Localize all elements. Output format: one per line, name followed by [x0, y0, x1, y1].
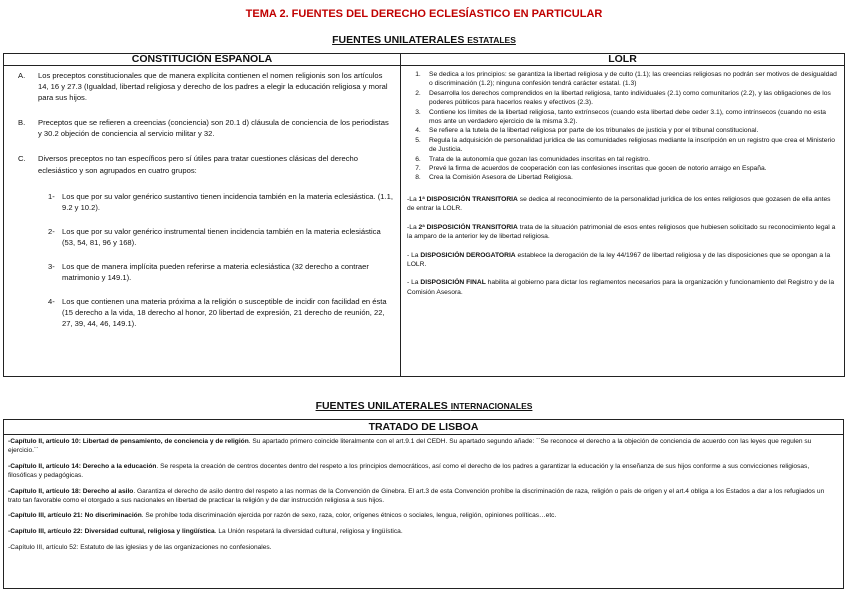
- para-post: se dedica al reconocimiento de la personalidad jurídica de los entes religiosos que gozasen de ella antes de entrar la LOLR.: [407, 195, 831, 213]
- section-heading-small: ESTATALES: [467, 35, 516, 45]
- lisboa-table: [3, 419, 844, 589]
- item-text: Se refiere a la tutela de la libertad religiosa por parte de los tribunales de justicia y por el tribunal constitucional.: [429, 127, 759, 135]
- para-bold: DISPOSICIÓN FINAL: [420, 279, 486, 287]
- para-pre: -La: [407, 195, 419, 203]
- ce-header: CONSTITUCIÓN ESPAÑOLA: [4, 54, 401, 66]
- lolr-disposicion: [407, 223, 838, 242]
- article-text: -Capítulo III, artículo 52: Estatuto de las iglesias y de las organizaciones no confesionales.: [8, 544, 272, 552]
- lisboa-content: [4, 435, 844, 589]
- section-heading-main: FUENTES UNILATERALES: [332, 34, 468, 46]
- ce-group: [48, 261, 394, 283]
- article-title: -Capítulo III, artículo 21: No discriminación: [8, 512, 142, 520]
- para-bold: DISPOSICIÓN DEROGATORIA: [420, 251, 516, 259]
- lisboa-article: [8, 512, 839, 521]
- lolr-item: [407, 164, 838, 173]
- para-post: establece la derogación de la ley 44/1967 de libertad religiosa y de las disposiciones que se opongan a la LOLR.: [407, 251, 831, 268]
- group-text: Los que contienen una materia próxima a la religión o susceptible de incidir con facilidad en ésta (15 derecho a la vida, 18 derecho al honor, 20 libertad de expresión, 21 derecho de reunión, 22, 27, 39, 44, 46, 149.1).: [62, 297, 387, 329]
- ce-content: [4, 66, 401, 377]
- estatales-table: [3, 53, 845, 377]
- item-text: Crea la Comisión Asesora de Libertad Religiosa.: [429, 174, 573, 182]
- item-text: Los preceptos constitucionales que de manera explícita contienen el nomen religionis son los artículos 14, 16 y 27.3 (Igualdad, libertad religiosa y derecho de los padres a elegir la educación religiosa y moral para sus hijos.: [38, 71, 388, 103]
- section-heading-main: FUENTES UNILATERALES: [315, 400, 451, 412]
- ce-item-a: [10, 70, 394, 103]
- group-text: Los que por su valor genérico instrumental tienen incidencia también en la materia eclesiástica (53, 54, 81, 96 y 168).: [62, 226, 381, 247]
- lolr-item: [407, 136, 838, 155]
- article-title: -Capítulo II, artículo 18: Derecho al asilo: [8, 487, 134, 495]
- para-post: habilita al gobierno para dictar los reglamentos necesarios para la organización y funcionamiento del Registro y de la Comisión Asesora.: [407, 279, 835, 296]
- group-text: Los que de manera implícita pueden referirse a materia eclesiástica (32 derecho a contraer matrimonio y 149.1).: [62, 262, 369, 283]
- lolr-disposicion: [407, 195, 838, 214]
- ce-group: [48, 191, 394, 213]
- lolr-item: [407, 108, 838, 127]
- item-letter: A.: [18, 71, 26, 80]
- item-text: Preceptos que se refieren a creencias (conciencia) son 20.1 d) cláusula de conciencia de los periodistas y 30.2 objeción de conciencia al servicio militar y 32.: [38, 118, 389, 139]
- item-number: 1.: [415, 71, 421, 78]
- ce-group: [48, 226, 394, 248]
- para-pre: - La: [407, 279, 421, 287]
- group-number: 3-: [48, 262, 55, 272]
- lolr-item: [407, 126, 838, 135]
- article-title: -Capítulo III, artículo 22: Diversidad cultural, religiosa y lingüística: [8, 528, 215, 536]
- article-text: . Garantiza el derecho de asilo dentro del respeto a las normas de la Convención de Ginebra. El art.3 de esta Convención prohíbe la discriminación de raza, religión o país de origen y el art.4 obliga a los Estados a dar a los refugiados un trato tan favorable como el otorgado a sus nacionales en libertad de practicar la religión y de dar instrucción religiosa a sus hijos.: [8, 487, 825, 504]
- article-text: . La Unión respetará la diversidad cultural, religiosa y lingüística.: [214, 528, 403, 536]
- section-heading-small: INTERNACIONALES: [450, 401, 533, 411]
- item-number: 5.: [415, 136, 421, 144]
- para-pre: - La: [407, 251, 421, 259]
- item-number: 8.: [415, 174, 421, 182]
- article-text: . Se respeta la creación de centros docentes dentro del respeto a los principios democráticos, así como el derecho de los padres a garantizar la educación y la enseñanza de sus hijos conforme a sus convicciones religiosas, filosóficas y pedagógicas.: [8, 462, 810, 479]
- lolr-item: [407, 70, 838, 89]
- item-letter: C.: [18, 154, 26, 164]
- ce-group: [48, 296, 394, 329]
- lisboa-article: [8, 438, 839, 456]
- para-bold: 1ª DISPOSICIÓN TRANSITORIA: [418, 195, 518, 203]
- item-number: 3.: [415, 108, 421, 116]
- article-title: -Capítulo II, artículo 14: Derecho a la educación: [8, 462, 157, 470]
- item-text: Regula la adquisición de personalidad jurídica de las comunidades religiosas mediante la inscripción en un registro que crea el Ministerio de Justicia.: [429, 136, 835, 154]
- lolr-header: LOLR: [401, 54, 845, 66]
- item-text: Se dedica a los principios: se garantiza la libertad religiosa y de culto (1.1); las creencias religiosas no podrán ser motivos de desigualdad o discriminación (1.2); ninguna confesión tendrá carácter estatal. (1.3): [429, 71, 837, 88]
- lisboa-article: [8, 528, 839, 537]
- item-text: Prevé la firma de acuerdos de cooperación con las confesiones inscritas que gocen de notorio arraigo en España.: [429, 165, 767, 173]
- group-number: 2-: [48, 226, 55, 236]
- lolr-disposicion: [407, 278, 838, 297]
- article-title: -Capítulo II, artículo 10: Libertad de pensamiento, de conciencia y de religión: [8, 438, 249, 445]
- item-number: 2.: [415, 89, 421, 97]
- section-heading-internacionales: [0, 400, 848, 412]
- item-text: Trata de la autonomía que gozan las comunidades inscritas en tal registro.: [429, 155, 650, 163]
- item-letter: B.: [18, 118, 26, 128]
- page-title: TEMA 2. FUENTES DEL DERECHO ECLESÍASTICO EN PARTICULAR: [245, 8, 603, 20]
- item-text: Diversos preceptos no tan específicos pero sí útiles para tratar cuestiones clásicas del derecho eclesiástico y son agrupados en cuatro grupos:: [38, 154, 358, 175]
- section-heading-estatales: [0, 34, 848, 46]
- ce-item-c: [10, 153, 394, 175]
- para-bold: 2ª DISPOSICIÓN TRANSITORIA: [418, 223, 518, 231]
- lisboa-header: TRATADO DE LISBOA: [4, 420, 844, 435]
- ce-item-b: [10, 117, 394, 139]
- group-number: 1-: [48, 191, 55, 201]
- lisboa-article: [8, 544, 839, 553]
- lisboa-article: [8, 463, 839, 481]
- lolr-item: [407, 173, 838, 182]
- item-text: Contiene los límites de la libertad religiosa, tanto extrínsecos (cuando esta libertad debe ceder 3.1), como intrínsecos (cuando no esta mos ante un verdadero ejercicio de la misma 3.2).: [429, 108, 827, 126]
- lolr-disposicion: [407, 251, 838, 270]
- group-number: 4-: [48, 297, 55, 307]
- lisboa-article: [8, 488, 839, 506]
- group-text: Los que por su valor genérico sustantivo tienen incidencia también en la materia eclesiástica. (1.1, 9.2 y 10.2).: [62, 191, 393, 212]
- lolr-item: [407, 155, 838, 164]
- item-number: 7.: [415, 165, 421, 173]
- article-text: . Se prohíbe toda discriminación ejercida por razón de sexo, raza, color, orígenes étnicos o sociales, lengua, religión, opiniones políticas…etc.: [141, 512, 557, 520]
- para-post: trata de la situación patrimonial de esos entes religiosos que hubiesen solicitado su reconocimiento legal a la amparo de la anterior ley de libertad religiosa.: [407, 223, 836, 241]
- article-text: . Su apartado primero coincide literalmente con el art.9.1 del CEDH. Su apartado segundo añade: ´´Se reconoce el derecho a la objeción de conciencia de acuerdo con las leyes que regulen su ejercicio.´´: [8, 438, 812, 454]
- lolr-item: [407, 89, 838, 108]
- item-number: 4.: [415, 127, 421, 135]
- item-number: 6.: [415, 155, 421, 163]
- item-text: Desarrolla los derechos comprendidos en la libertad religiosa, tanto individuales (2.1) como comunitarios (2.2), y las obligaciones de los poderes públicos para hacerlos reales y efectivos (2.3).: [429, 89, 831, 107]
- lolr-content: [401, 66, 845, 377]
- para-pre: -La: [407, 223, 419, 231]
